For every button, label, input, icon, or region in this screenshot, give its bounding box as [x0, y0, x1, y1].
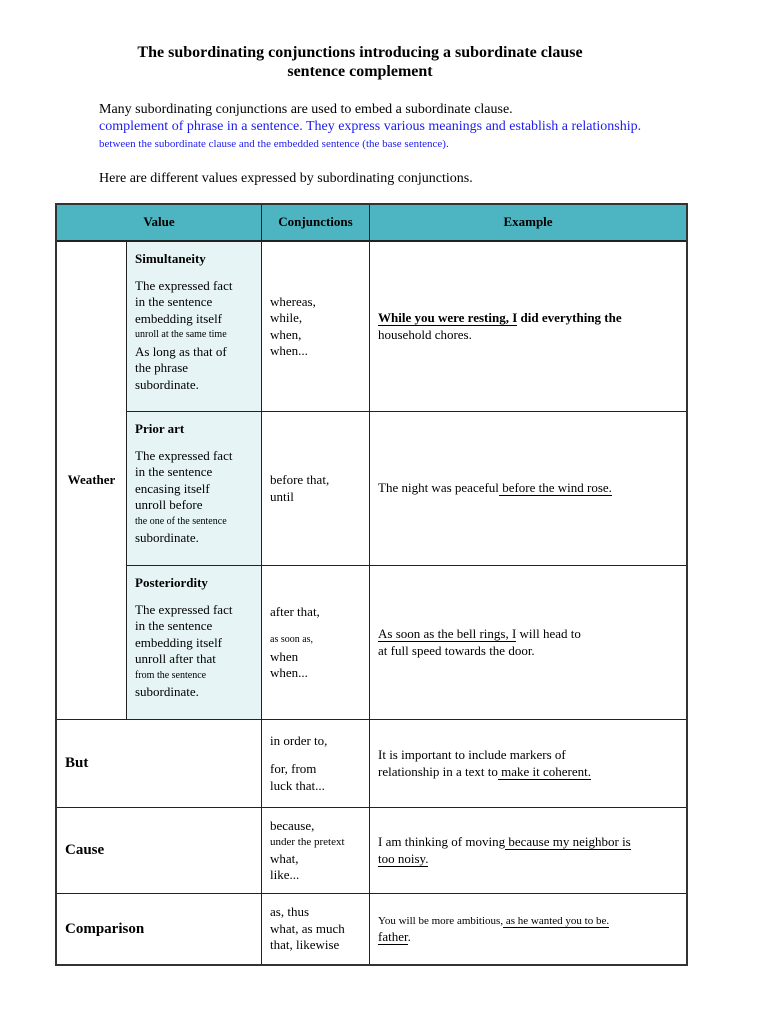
header-value: Value: [57, 205, 262, 242]
prior-desc-6: subordinate.: [135, 530, 199, 545]
conj-posterior: [262, 566, 370, 720]
conj-item: like...: [270, 867, 300, 882]
conj-item: what,: [270, 850, 299, 866]
conj-prior: [262, 412, 370, 566]
posterior-desc-6: subordinate.: [135, 684, 199, 699]
prior-name: Prior art: [135, 421, 185, 436]
example-underlined: make it coherent.: [497, 763, 592, 779]
value-posterior: [127, 566, 262, 720]
posterior-desc-3: embedding itself: [135, 634, 223, 650]
value-simultaneity: [127, 242, 262, 412]
simultaneity-desc-3: embedding itself: [135, 310, 223, 326]
simultaneity-desc-4: unroll at the same time: [135, 329, 227, 340]
example-text: It is important to include markers of: [378, 747, 566, 762]
prior-desc-2: in the sentence: [135, 464, 213, 479]
example-but: [370, 720, 686, 808]
example-text: household chores.: [378, 326, 472, 342]
conj-item: until: [270, 488, 294, 504]
cause-label: Cause: [57, 808, 262, 894]
comparison-label: Comparison: [57, 894, 262, 964]
intro-line-4: Here are different values expressed by subordinating conjunctions.: [99, 171, 473, 186]
example-text: .: [407, 929, 411, 944]
conj-item: under the pretext: [270, 836, 345, 848]
intro-line-2: complement of phrase in a sentence. They express various meanings and establish a relationship.: [99, 119, 642, 134]
prior-desc-5: the one of the sentence: [135, 515, 227, 527]
example-posterior: [370, 566, 686, 720]
example-underlined: While you were resting, I: [378, 310, 518, 325]
conj-item: when...: [270, 665, 308, 680]
page-title: [60, 43, 660, 81]
simultaneity-desc-5: As long as that of: [135, 343, 227, 359]
prior-desc-3: encasing itself: [135, 480, 210, 496]
example-simultaneity: [370, 242, 686, 412]
posterior-desc-2: in the sentence: [135, 618, 213, 633]
value-prior: [127, 412, 262, 566]
header-row: [57, 205, 686, 242]
example-underlined: As soon as the bell rings, I: [378, 626, 517, 641]
example-underlined: as he wanted you to be.: [503, 914, 610, 927]
simultaneity-name: Simultaneity: [135, 251, 206, 266]
conj-item: after that,: [270, 603, 320, 619]
intro-line-1: Many subordinating conjunctions are used to embed a subordinate clause.: [99, 102, 513, 117]
table-row-prior: [57, 412, 686, 566]
prior-desc-1: The expressed fact: [135, 447, 233, 463]
conj-item: while,: [270, 310, 303, 325]
example-underlined: before the wind rose.: [498, 480, 612, 496]
conj-item: when,: [270, 326, 302, 342]
simultaneity-desc-2: in the sentence: [135, 294, 213, 309]
simultaneity-desc-1: The expressed fact: [135, 277, 233, 293]
example-underlined: father: [378, 929, 408, 944]
example-underlined: because my neighbor is: [505, 834, 631, 849]
example-text: I am thinking of moving: [378, 834, 506, 849]
header-conjunctions: Conjunctions: [262, 205, 370, 242]
conj-item: luck that...: [270, 777, 325, 793]
conj-item: in order to,: [270, 732, 328, 748]
example-text: did everything the: [517, 310, 622, 325]
conj-item: what, as much: [270, 920, 345, 936]
posterior-desc-1: The expressed fact: [135, 601, 233, 617]
conjunctions-table: [55, 203, 688, 966]
conj-simultaneity: [262, 242, 370, 412]
posterior-desc-5: from the sentence: [135, 669, 207, 681]
example-prior: [370, 412, 686, 566]
posterior-desc-4: unroll after that: [135, 651, 216, 666]
table-row-posterior: [57, 566, 686, 720]
title-line-2: sentence complement: [287, 63, 433, 80]
simultaneity-desc-7: subordinate.: [135, 376, 199, 392]
conj-item: because,: [270, 817, 315, 833]
table-row-comparison: [57, 894, 686, 964]
example-underlined: too noisy.: [378, 850, 429, 866]
simultaneity-desc-6: the phrase: [135, 360, 189, 375]
example-comparison: [370, 894, 686, 964]
example-text: The night was peaceful: [378, 480, 499, 496]
title-line-1: The subordinating conjunctions introducing a subordinate clause: [137, 44, 583, 61]
conj-item: when...: [270, 343, 308, 358]
conj-but: [262, 720, 370, 808]
posterior-name: Posteriordity: [135, 575, 208, 590]
prior-desc-4: unroll before: [135, 497, 203, 512]
example-text: relationship in a text to: [378, 763, 498, 779]
table-row-simultaneity: [57, 242, 686, 412]
conj-comparison: [262, 894, 370, 964]
but-label: But: [57, 720, 262, 808]
table-row-cause: [57, 808, 686, 894]
conj-cause: [262, 808, 370, 894]
example-cause: [370, 808, 686, 894]
example-text: You will be more ambitious,: [378, 914, 504, 927]
header-example: Example: [370, 205, 686, 242]
table-row-but: [57, 720, 686, 808]
conj-item: whereas,: [270, 293, 316, 309]
conj-item: before that,: [270, 472, 330, 487]
example-text: will head to: [516, 626, 581, 641]
conj-item: that, likewise: [270, 937, 340, 953]
conj-item: for, from: [270, 761, 317, 777]
conj-item: as, thus: [270, 904, 309, 920]
conj-item: as soon as,: [270, 634, 314, 645]
conj-item: when: [270, 648, 299, 664]
example-text: at full speed towards the door.: [378, 642, 535, 658]
weather-label: Weather: [57, 242, 127, 720]
intro-line-3: between the subordinate clause and the embedded sentence (the base sentence).: [99, 138, 449, 150]
